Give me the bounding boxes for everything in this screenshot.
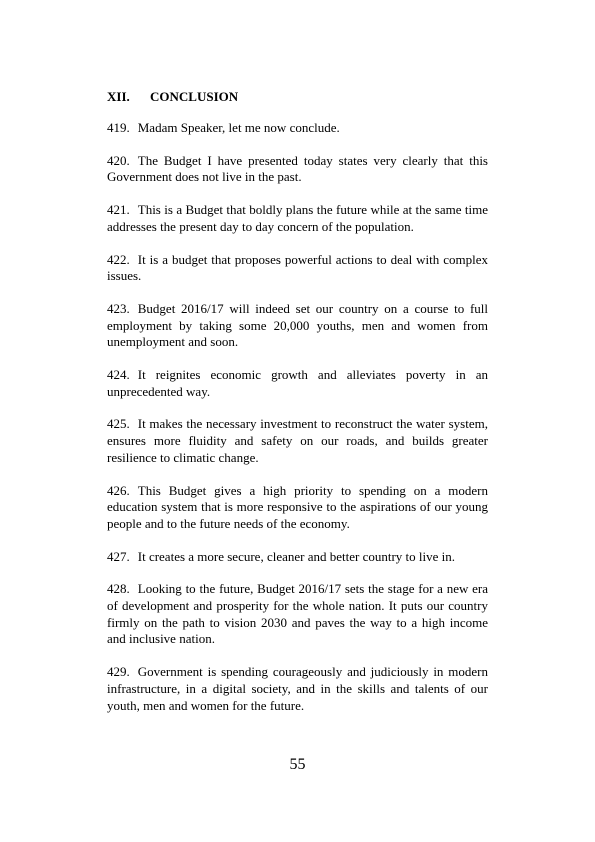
section-heading: [107, 89, 238, 105]
section-title: CONCLUSION: [150, 89, 239, 104]
paragraph-425: [107, 416, 488, 466]
paragraph-number: 426.: [107, 482, 130, 498]
paragraph-426: [107, 483, 488, 533]
paragraph-420: [107, 153, 488, 186]
paragraph-text: This Budget gives a high priority to spending on a modern education system that is more responsive to the aspirations of our young people and to the future needs of the economy.: [107, 482, 488, 531]
section-number: XII.: [107, 89, 130, 104]
paragraph-number: 429.: [107, 664, 130, 680]
paragraph-429: [107, 664, 488, 714]
paragraph-428: [107, 581, 488, 648]
paragraph-number: 419.: [107, 120, 130, 135]
paragraph-422: [107, 252, 488, 285]
paragraph-number: 421.: [107, 202, 130, 218]
paragraph-number: 422.: [107, 251, 130, 267]
paragraph-number: 423.: [107, 300, 130, 316]
paragraph-424: [107, 367, 488, 400]
paragraph-number: 427.: [107, 548, 130, 564]
page-number: 55: [289, 756, 306, 773]
paragraph-427: [107, 549, 488, 566]
paragraph-text: Government is spending courageously and judiciously in modern infrastructure, in a digital society, and in the skills and talents of our youth, men and women for the future.: [107, 664, 488, 713]
paragraph-text: This is a Budget that boldly plans the future while at the same time addresses the present day to day concern of the population.: [107, 202, 488, 234]
paragraph-number: 420.: [107, 152, 130, 168]
paragraph-number: 424.: [107, 367, 130, 383]
paragraph-text: It is a budget that proposes powerful actions to deal with complex issues.: [107, 251, 488, 284]
paragraph-423: [107, 301, 488, 351]
paragraph-number: 425.: [107, 416, 130, 432]
paragraph-text: Looking to the future, Budget 2016/17 sets the stage for a new era of development and prosperity for the whole nation. It puts our country firmly on the path to vision 2030 and paves the way to a high income and inclusive nation.: [107, 581, 488, 647]
paragraph-421: [107, 202, 488, 235]
paragraph-text: It creates a more secure, cleaner and better country to live in.: [137, 548, 456, 564]
paragraph-number: 428.: [107, 581, 130, 597]
paragraph-text: Madam Speaker, let me now conclude.: [137, 120, 340, 135]
paragraph-text: It makes the necessary investment to reconstruct the water system, ensures more fluidity and safety on our roads, and builds greater resilience to climatic change.: [107, 416, 488, 465]
paragraph-text: It reignites economic growth and alleviates poverty in an unprecedented way.: [107, 367, 488, 399]
paragraph-419: [107, 120, 488, 137]
paragraph-text: The Budget I have presented today states very clearly that this Government does not live in the past.: [107, 152, 488, 185]
paragraph-text: Budget 2016/17 will indeed set our country on a course to full employment by taking some 20,000 youths, men and women from unemployment and soon.: [107, 300, 488, 350]
body-text: [107, 120, 488, 730]
